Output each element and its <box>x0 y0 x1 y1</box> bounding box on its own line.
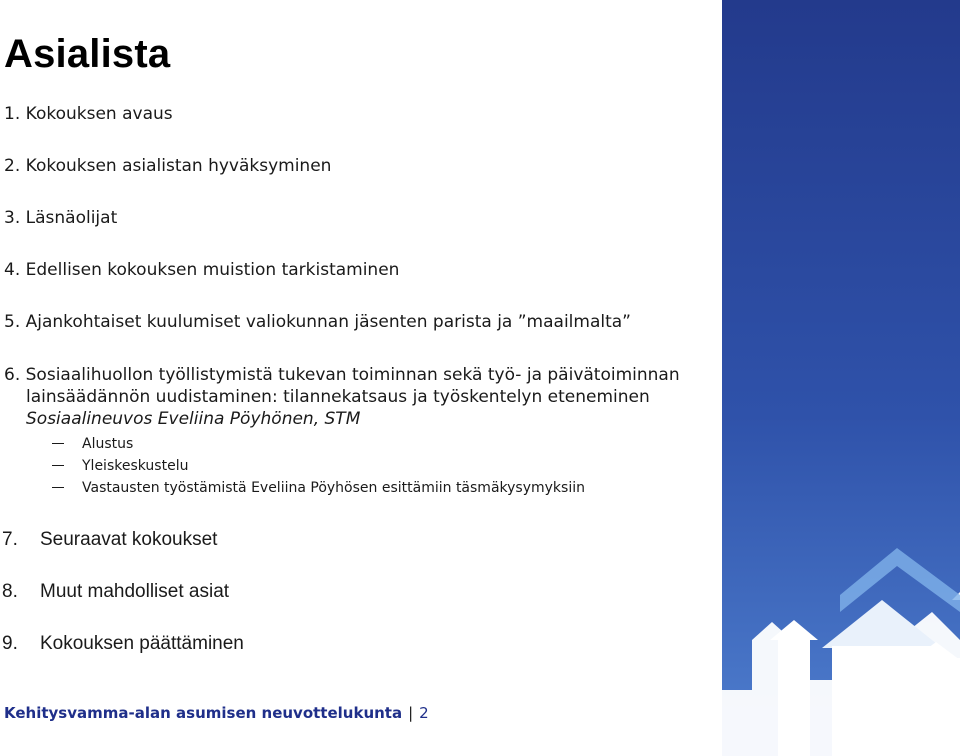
footer-organization: Kehitysvamma-alan asumisen neuvottelukunta <box>4 704 403 722</box>
sub-item-text: Yleiskeskustelu <box>82 458 189 474</box>
item-number: 2. <box>4 156 21 176</box>
item-number: 3. <box>4 208 21 228</box>
item-number: 5. <box>4 312 21 332</box>
item-text: Ajankohtaiset kuulumiset valiokunnan jäsenten parista ja ”maailmalta” <box>25 312 631 332</box>
sub-item-1 <box>52 436 133 452</box>
item-number: 7. <box>2 529 18 550</box>
item-text: Kokouksen päättäminen <box>40 633 244 654</box>
item-number: 6. <box>4 365 21 385</box>
item-text: Kokouksen asialistan hyväksyminen <box>25 156 332 176</box>
footer-separator: | <box>408 704 414 722</box>
sub-item-text: Vastausten työstämistä Eveliina Pöyhösen esittämiin täsmäkysymyksiin <box>82 480 585 496</box>
sub-item-3 <box>52 480 585 496</box>
item-6-line-1 <box>4 364 680 386</box>
item-number: 1. <box>4 104 21 124</box>
sub-item-2 <box>52 458 188 474</box>
item-number: 4. <box>4 260 21 280</box>
presenter: Sosiaalineuvos Eveliina Pöyhönen, STM <box>26 409 361 429</box>
agenda-item-5 <box>4 312 631 332</box>
item-text: Muut mahdolliset asiat <box>40 581 230 602</box>
decorative-side-panel <box>722 0 960 756</box>
item-text: Sosiaalihuollon työllistymistä tukevan toiminnan sekä työ- ja päivätoiminnan <box>25 365 680 385</box>
item-6-line-2: lainsäädännön uudistaminen: tilannekatsaus ja työskentelyn eteneminen <box>26 387 650 407</box>
agenda-item-7 <box>2 529 217 551</box>
item-text: Seuraavat kokoukset <box>40 529 218 550</box>
item-text: Läsnäolijat <box>25 208 118 228</box>
item-text: Kokouksen avaus <box>25 104 173 124</box>
item-number: 9. <box>2 633 18 654</box>
item-text: Edellisen kokouksen muistion tarkistaminen <box>25 260 400 280</box>
dash-bullet-icon <box>52 465 64 466</box>
agenda-item-2 <box>4 156 331 176</box>
dash-bullet-icon <box>52 487 64 488</box>
dash-bullet-icon <box>52 443 64 444</box>
slide-title: Asialista <box>4 32 171 76</box>
agenda-item-8 <box>2 581 229 603</box>
item-number: 8. <box>2 581 18 602</box>
agenda-item-6 <box>4 364 680 430</box>
agenda-item-3 <box>4 208 117 228</box>
page-number: 2 <box>419 704 429 722</box>
agenda-item-4 <box>4 260 399 280</box>
agenda-item-1 <box>4 104 173 124</box>
agenda-item-9 <box>2 633 244 655</box>
sub-item-text: Alustus <box>82 436 134 452</box>
footer <box>4 704 429 722</box>
